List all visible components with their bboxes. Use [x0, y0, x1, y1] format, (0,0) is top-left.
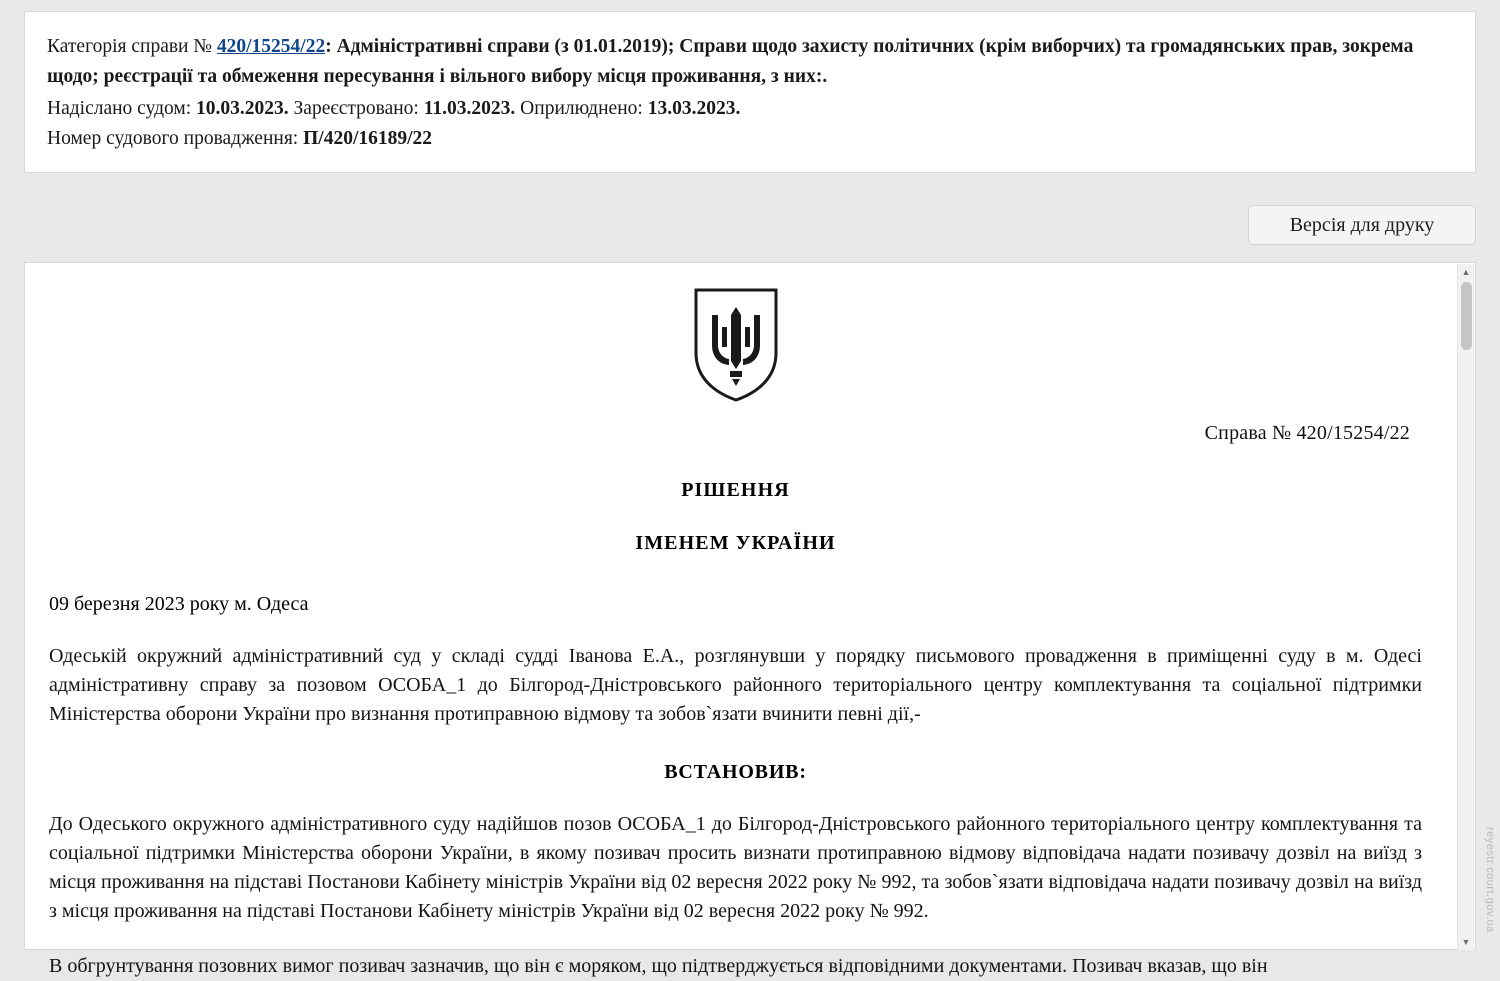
sent-label: Надіслано судом: — [47, 98, 192, 119]
document-title: РІШЕННЯ — [681, 479, 790, 501]
proceeding-label: Номер судового провадження: — [47, 128, 299, 149]
case-metadata-card — [24, 11, 1476, 173]
published-label: Оприлюднено: — [520, 98, 643, 119]
scroll-up-arrow-icon[interactable]: ▲ — [1458, 264, 1474, 280]
document-intro-paragraph: Одеській окружний адміністративний суд у складі судді Іванова Е.А., розглянувши у порядку письмового провадження в приміщенні суду в м. Одесі адміністративну справу за позовом ОСОБА_1 до Білгород-Дністровського районного територіального центру комплектування та соціальної підтримки Міністерства оборони України про визнання протиправною відмову та зобов`язати вчинити певні дії,- — [49, 645, 1422, 725]
document-section-ustanovyv: ВСТАНОВИВ: — [664, 761, 807, 783]
scroll-down-arrow-icon[interactable]: ▼ — [1458, 934, 1474, 950]
published-value: 13.03.2023. — [647, 98, 741, 119]
emblem-container — [49, 287, 1422, 408]
coat-of-arms-of-ukraine-icon — [692, 287, 780, 403]
sent-value: 10.03.2023. — [196, 98, 289, 119]
document-paragraph-2: В обгрунтування позовних вимог позивач зазначив, що він є моряком, що підтверджується відповідними документами. Позивач вказав, що він — [49, 955, 1268, 977]
toolbar-row — [24, 196, 1476, 254]
document-case-number: Справа № 420/15254/22 — [1204, 422, 1410, 444]
case-category-line — [47, 32, 1453, 92]
case-number-link[interactable]: 420/15254/22 — [216, 36, 326, 57]
site-watermark-text: reyestr.court.gov.ua — [1484, 827, 1496, 933]
case-dates-line — [47, 94, 1453, 124]
case-category-label: Категорія справи № — [47, 36, 212, 57]
document-date-place: 09 березня 2023 року м. Одеса — [49, 593, 309, 615]
proceeding-value: П/420/16189/22 — [303, 128, 433, 149]
registered-value: 11.03.2023. — [423, 98, 516, 119]
proceeding-number-line — [47, 124, 1453, 154]
document-paragraph-1: До Одеського окружного адміністративного суду надійшов позов ОСОБА_1 до Білгород-Дністровського районного територіального центру комплектування та соціальної підтримки Міністерства оборони України, в якому позивач просить визнати протиправною відмову відповідача надати позивачу дозвіл на виїзд з місця проживання на підставі Постанови Кабінету міністрів України від 02 вересня 2022 року № 992, та зобов`язати відповідача надати позивачу дозвіл на виїзд з місця проживання на підставі Постанови Кабінету міністрів України від 02 вересня 2022 року № 992. — [49, 813, 1422, 922]
site-watermark — [1481, 827, 1499, 947]
case-category-text: : Адміністративні справи (з 01.01.2019); Справи щодо захисту політичних (крім виборчих) та громадянських прав, зокрема щодо; реєстрації та обмеження пересування і вільного вибору місця проживання, з них:. — [47, 36, 1414, 87]
document-viewport[interactable] — [24, 262, 1476, 977]
registered-label: Зареєстровано: — [293, 98, 419, 119]
print-version-button[interactable]: Версія для друку — [1248, 205, 1476, 245]
scrollbar-thumb[interactable] — [1461, 282, 1472, 350]
document-body — [25, 263, 1450, 981]
document-subtitle: ІМЕНЕМ УКРАЇНИ — [635, 532, 836, 554]
page-left-margin — [0, 0, 24, 951]
document-scrollbar[interactable] — [1457, 264, 1474, 950]
page-right-margin — [1476, 0, 1500, 951]
